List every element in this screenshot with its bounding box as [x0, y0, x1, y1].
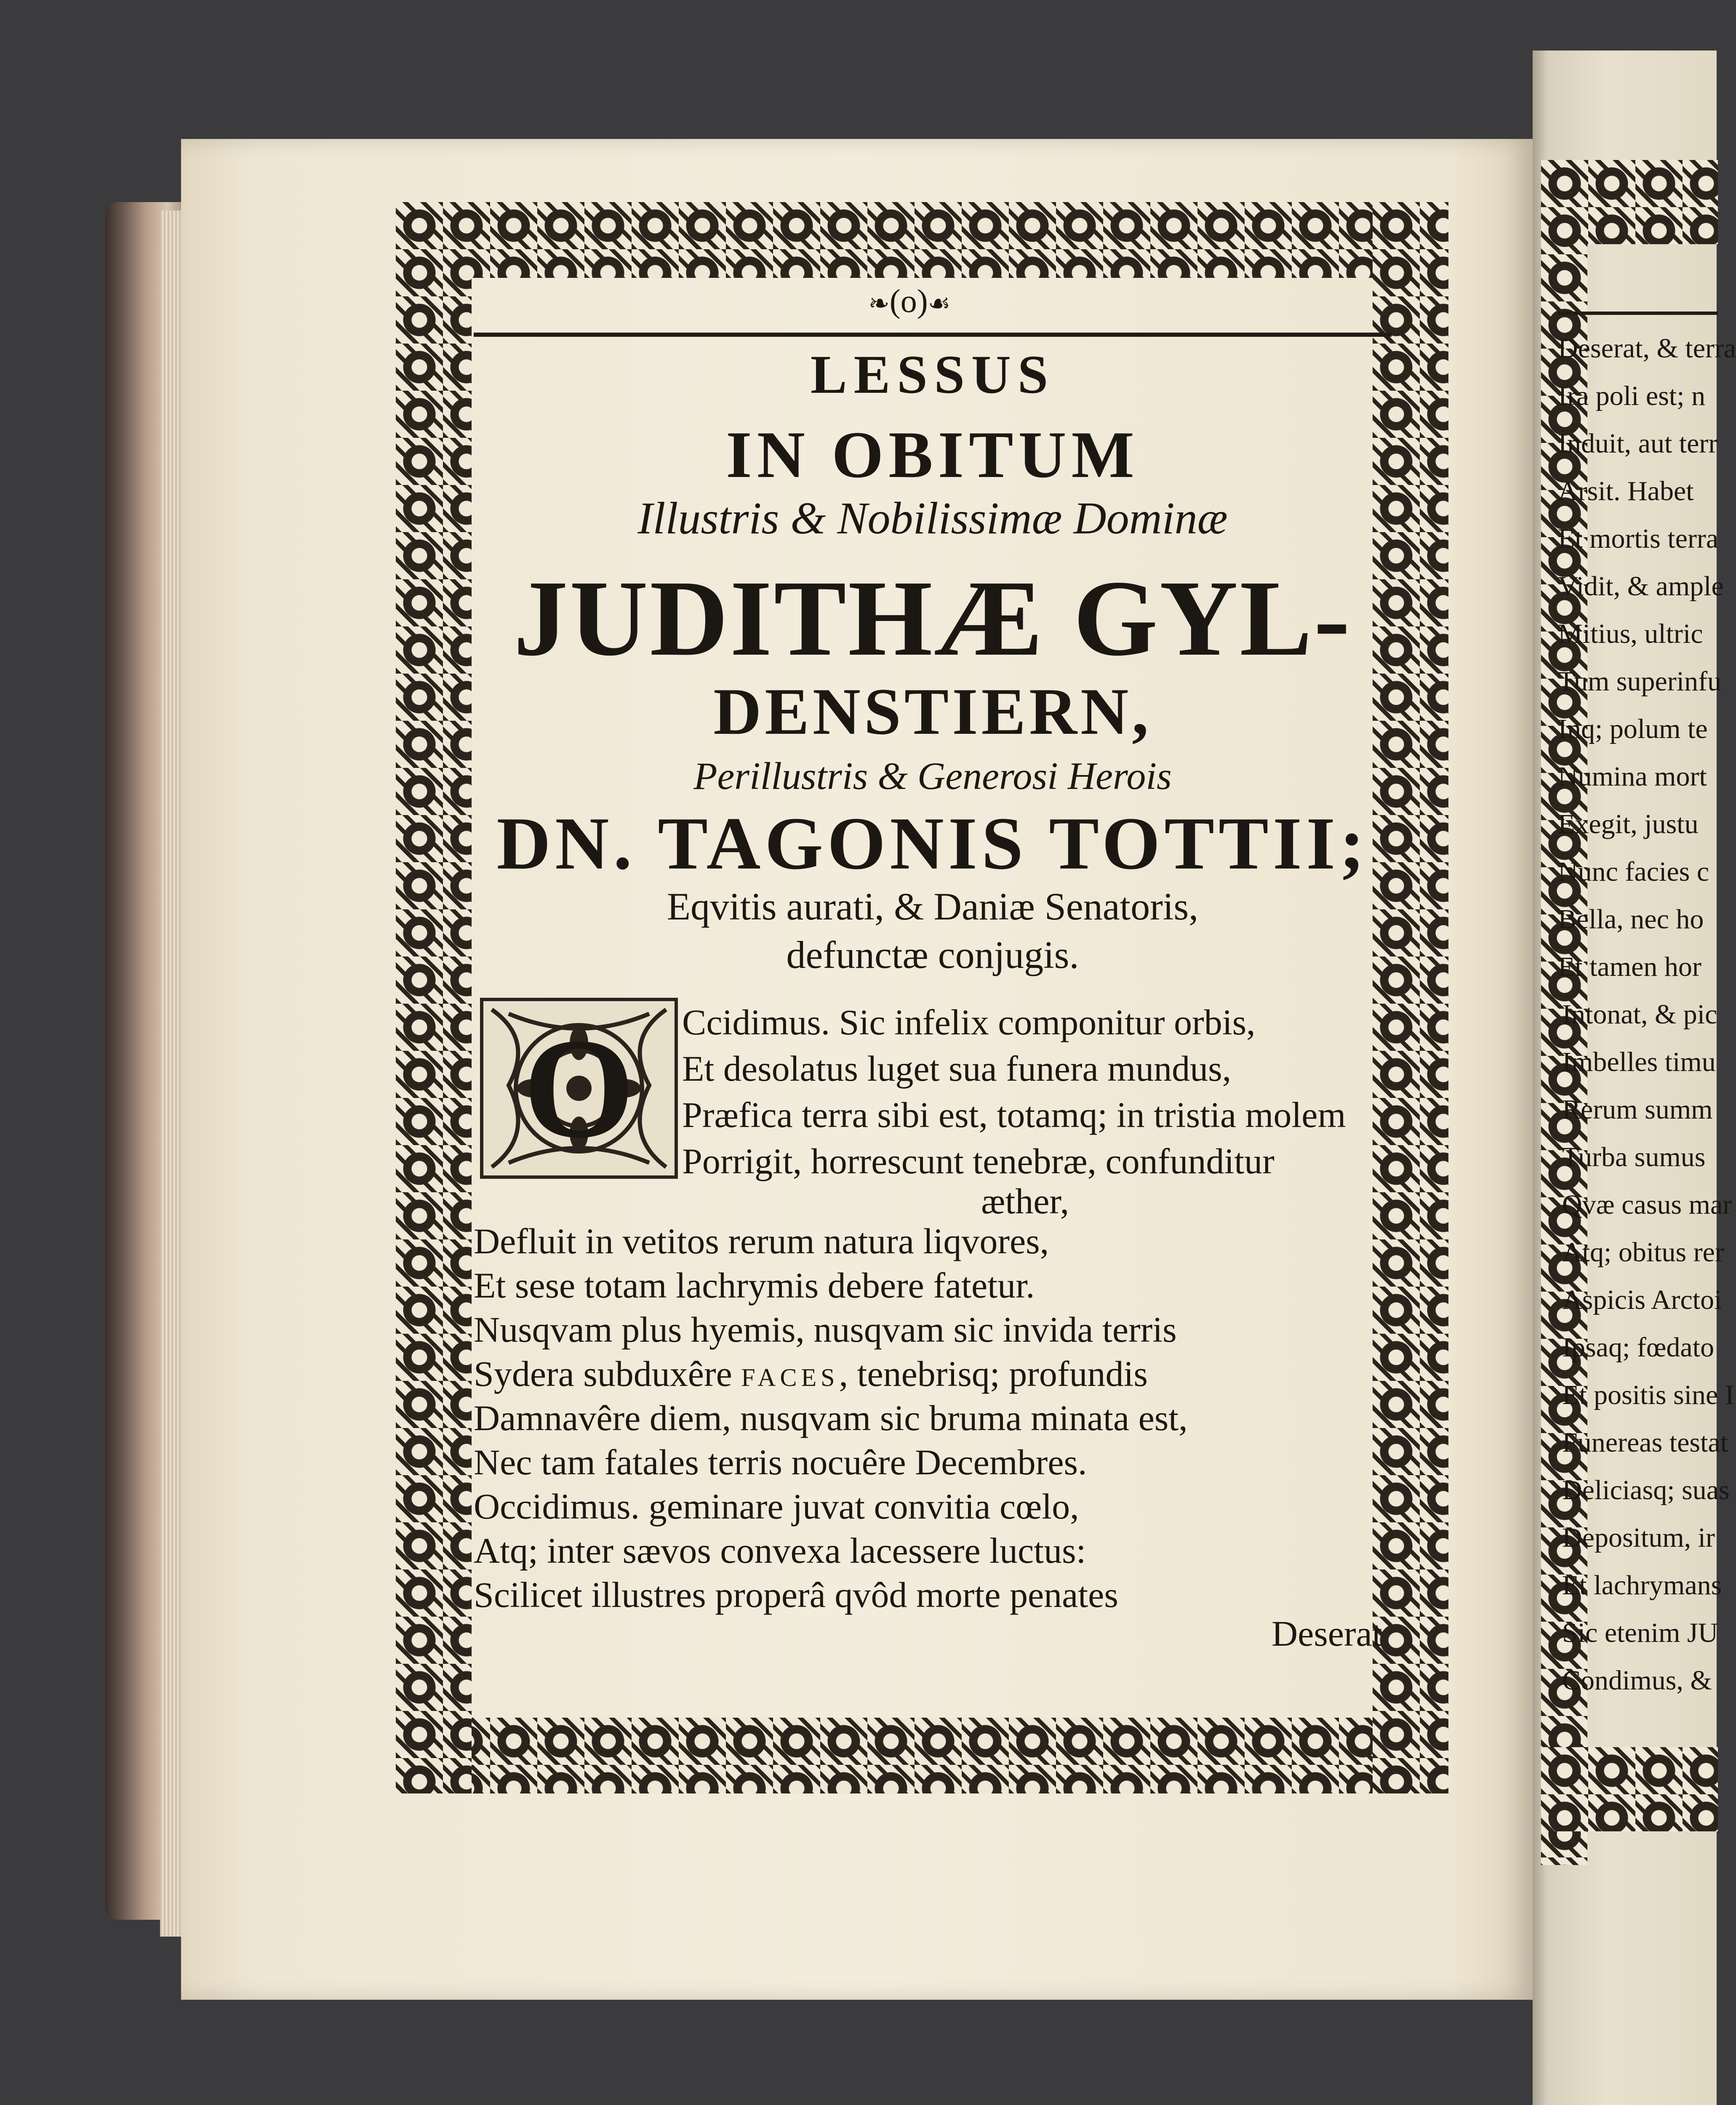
right-page-line: Imbelles timu — [1562, 1047, 1716, 1077]
poem-line: Occidimus. geminare juvat convitia cœlo, — [474, 1486, 1079, 1527]
right-page-line: Et mortis terra — [1558, 523, 1719, 554]
right-page-line: Induit, aut terr — [1558, 428, 1718, 459]
right-page-line: Deliciasq; suas — [1562, 1475, 1730, 1505]
right-page-line: Intonat, & pic — [1562, 999, 1717, 1030]
fleuron-right-icon: ☙ — [928, 290, 951, 317]
ornament-border-left — [396, 202, 472, 1793]
right-page-line: Vidit, & ample — [1558, 571, 1724, 602]
right-page-line: Exegit, justu — [1558, 809, 1699, 839]
drop-cap-letter: O — [523, 1009, 635, 1167]
right-page-line: Arsit. Habet — [1558, 476, 1694, 506]
poem-line: Nusqvam plus hyemis, nusqvam sic invida terris — [474, 1309, 1177, 1350]
right-page-line: Mitius, ultric — [1558, 618, 1703, 649]
right-page-line: Tum superinfu — [1558, 666, 1722, 697]
fleuron-left-icon: ❧ — [868, 290, 890, 317]
right-page-ornament-bottom — [1541, 1747, 1718, 1831]
right-page-line: Numina mort — [1558, 761, 1707, 792]
right-page-line: Atq; obitus rer — [1562, 1237, 1724, 1268]
right-page-line: Et lachrymans — [1562, 1570, 1722, 1601]
poem-text: Sydera subduxêre — [474, 1354, 732, 1394]
right-page-line: Nunc facies c — [1558, 856, 1709, 887]
poem-line: Nec tam fatales terris nocuêre Decembres. — [474, 1442, 1087, 1482]
right-page-line: Ira poli est; n — [1558, 381, 1706, 411]
poem-line: Defluit in vetitos rerum natura liqvores, — [474, 1221, 1049, 1261]
header-rule — [474, 333, 1392, 337]
poem-line: Damnavêre diem, nusqvam sic bruma minata est, — [474, 1398, 1188, 1438]
ornament-border-top — [396, 202, 1448, 278]
title-tagonis: DN. TAGONIS TOTTII; — [496, 802, 1369, 885]
poem-line: Et desolatus luget sua funera mundus, — [682, 1048, 1232, 1089]
title-illustris: Illustris & Nobilissimæ Dominæ — [637, 493, 1228, 544]
title-judithae: JUDITHÆ GYL- — [513, 558, 1352, 678]
right-page-line: Bella, nec ho — [1558, 904, 1704, 935]
right-page-line: Sic etenim JU — [1562, 1617, 1718, 1648]
title-in-obitum: IN OBITUM — [726, 418, 1139, 492]
ornament-border-bottom — [396, 1718, 1448, 1793]
right-page-line: Inq; polum te — [1558, 714, 1708, 744]
poem-line: Atq; inter sævos convexa lacessere luctus: — [474, 1530, 1086, 1571]
poem-line: Porrigit, horrescunt tenebræ, confunditur — [682, 1141, 1275, 1181]
title-lessus: LESSUS — [810, 344, 1055, 405]
page-number — [825, 282, 994, 320]
right-page-line: Rerum summ — [1562, 1094, 1713, 1125]
poem-line-faces — [474, 1356, 1148, 1392]
title-perillustris: Perillustris & Generosi Herois — [693, 754, 1172, 797]
right-page-line: Turba sumus — [1562, 1142, 1706, 1172]
title-denstiern: DENSTIERN, — [713, 675, 1152, 749]
right-page-line: Qvæ casus mar — [1562, 1189, 1732, 1220]
poem-line: æther, — [981, 1181, 1069, 1221]
right-page-line: Funereas testat — [1562, 1427, 1728, 1458]
right-page-line: Depositum, ir — [1562, 1522, 1715, 1553]
right-page-line: Et tamen hor — [1558, 951, 1701, 982]
right-page-header-rule — [1558, 312, 1718, 315]
right-page-line: Condimus, & — [1562, 1665, 1712, 1696]
right-page-line: Aspicis Arctoi — [1562, 1284, 1722, 1315]
right-page-line: Deserat, & terra — [1558, 333, 1736, 364]
title-eqvitis: Eqvitis aurati, & Daniæ Senatoris, — [667, 885, 1199, 928]
right-page-line: Et positis sine I — [1562, 1380, 1734, 1410]
poem-line: Scilicet illustres properâ qvôd morte penates — [474, 1575, 1118, 1615]
poem-line: Ccidimus. Sic infelix componitur orbis, — [682, 1002, 1256, 1042]
poem-line: Et sese totam lachrymis debere fatetur. — [474, 1265, 1035, 1306]
drop-cap — [480, 998, 678, 1179]
poem-text: , tenebrisq; profundis — [839, 1354, 1148, 1394]
right-page-line: Ipsaq; fœdato — [1562, 1332, 1715, 1363]
poem-line: Præfica terra sibi est, totamq; in tristia molem — [682, 1095, 1346, 1135]
small-caps-faces: FACES — [741, 1364, 839, 1391]
title-defunctae: defunctæ conjugis. — [786, 933, 1079, 976]
page-number-text: (o) — [889, 282, 928, 319]
catchword: Deserat — [1272, 1613, 1382, 1654]
